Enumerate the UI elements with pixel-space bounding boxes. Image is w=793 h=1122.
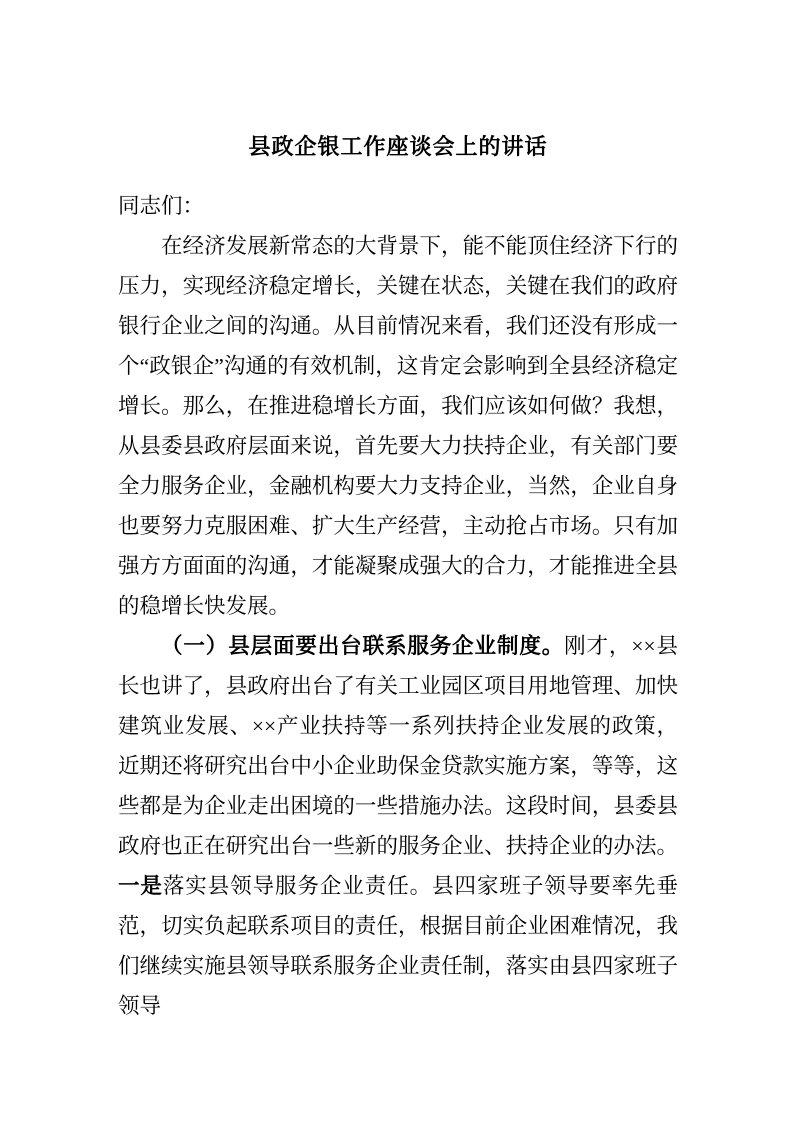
text-run: 刚才，××县长也讲了，县政府出台了有关工业园区项目用地管理、加快建筑业发展、××产业扶持等一系列扶持企业发展的政策，近期还将研究出台中小企业助保金贷款实施方案，等等，这些都是为企业走出困境的一些措施办法。这段时间，县委县政府也正在研究出台一些新的服务企业、扶持企业的办法。 (118, 634, 678, 858)
paragraph (118, 186, 678, 226)
text-run: 落实县领导服务企业责任。县四家班子领导要率先垂范，切实负起联系项目的责任，根据目前企业困难情况，我们继续实施县领导联系服务企业责任制，落实由县四家班子领导 (118, 874, 678, 1018)
paragraph (118, 226, 678, 626)
document-title: 县政企银工作座谈会上的讲话 (248, 134, 548, 159)
paragraph (118, 626, 678, 1026)
text-run: （一）县层面要出台联系服务企业制度。 (161, 634, 565, 658)
text-run: 一是 (118, 874, 163, 898)
text-run: 在经济发展新常态的大背景下，能不能顶住经济下行的压力，实现经济稳定增长，关键在状态，关键在我们的政府银行企业之间的沟通。从目前情况来看，我们还没有形成一个“政银企”沟通的有效机制，这肯定会影响到全县经济稳定增长。那么，在推进稳增长方面，我们应该如何做？我想，从县委县政府层面来说，首先要大力扶持企业，有关部门要全力服务企业，金融机构要大力支持企业，当然，企业自身也要努力克服困难、扩大生产经营，主动抢占市场。只有加强方方面面的沟通，才能凝聚成强大的合力，才能推进全县的稳增长快发展。 (118, 234, 678, 618)
document-body (118, 186, 678, 1026)
text-run: 同志们： (118, 194, 205, 218)
